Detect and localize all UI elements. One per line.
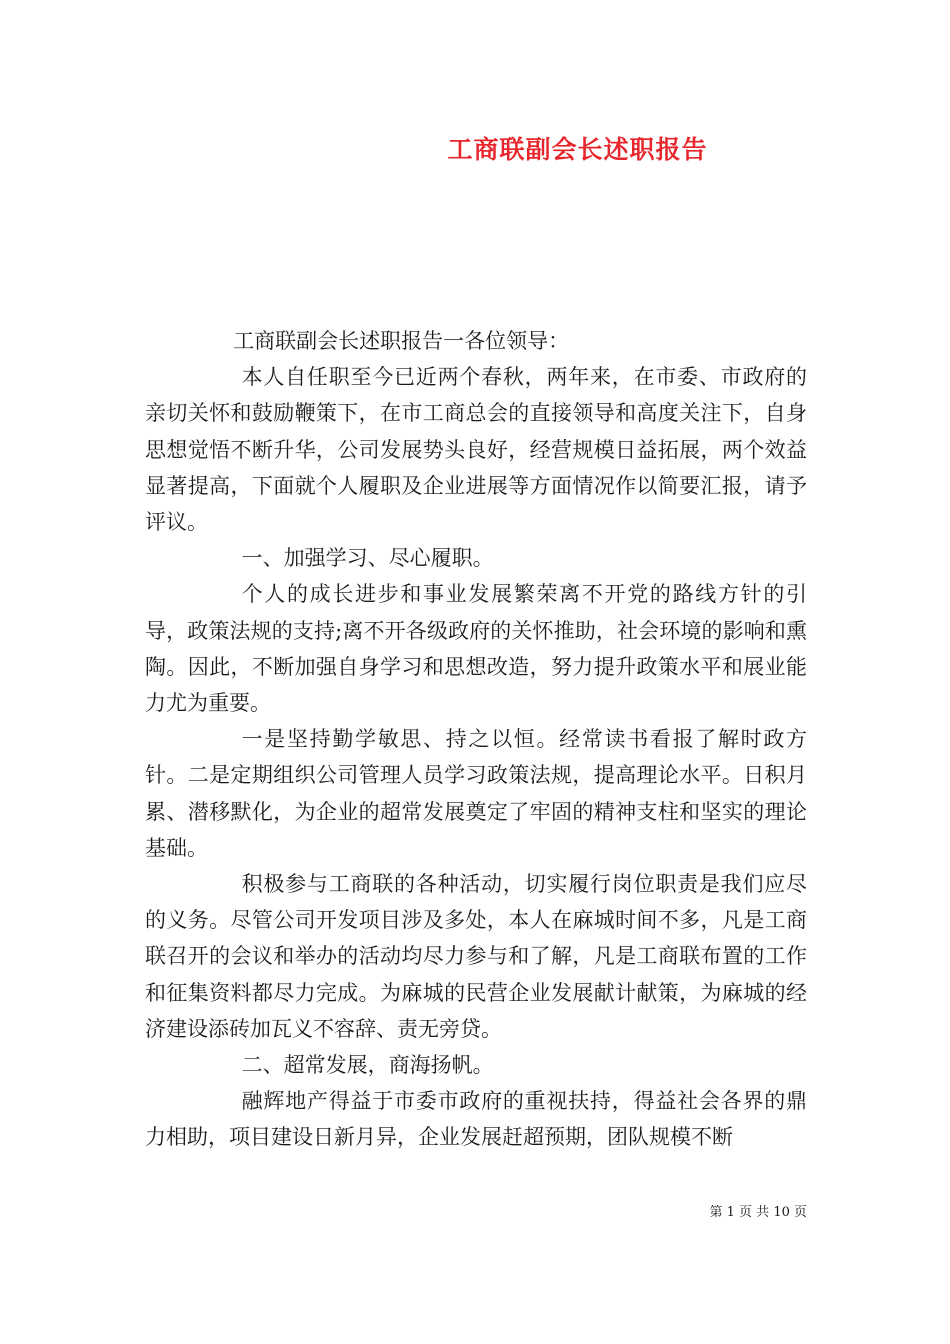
paragraph-section-1-b: 一是坚持勤学敏思、持之以恒。经常读书看报了解时政方针。二是定期组织公司管理人员学习政策法规，提高理论水平。日积月累、潜移默化，为企业的超常发展奠定了牢固的精神支柱和坚实的理论基础。: [145, 727, 807, 860]
section-heading-1: 一、加强学习、尽心履职。: [241, 546, 494, 571]
paragraph-salutation: 工商联副会长述职报告一各位领导：: [233, 329, 570, 353]
page-number: 第 1 页 共 10 页: [709, 1205, 807, 1220]
section-heading-2: 二、超常发展，商海扬帆。: [241, 1053, 494, 1078]
document-title: 工商联副会长述职报告: [447, 135, 708, 164]
paragraph-intro: 本人自任职至今已近两个春秋，两年来，在市委、市政府的亲切关怀和鼓励鞭策下，在市工商总会的直接领导和高度关注下，自身思想觉悟不断升华，公司发展势头良好，经营规模日益拓展，两个效益显著提高，下面就个人履职及企业进展等方面情况作以简要汇报，请予评议。: [145, 365, 807, 535]
paragraph-section-1-c: 积极参与工商联的各种活动，切实履行岗位职责是我们应尽的义务。尽管公司开发项目涉及多处，本人在麻城时间不多，凡是工商联召开的会议和举办的活动均尽力参与和了解，凡是工商联布置的工作和征集资料都尽力完成。为麻城的民营企业发展献计献策，为麻城的经济建设添砖加瓦义不容辞、责无旁贷。: [145, 872, 807, 1041]
document-body: [145, 323, 807, 1156]
paragraph-section-1-a: 个人的成长进步和事业发展繁荣离不开党的路线方针的引导，政策法规的支持;离不开各级政府的关怀推助，社会环境的影响和熏陶。因此，不断加强自身学习和思想改造，努力提升政策水平和展业能力尤为重要。: [145, 582, 807, 716]
paragraph-section-2-a: 融辉地产得益于市委市政府的重视扶持，得益社会各界的鼎力相助，项目建设日新月异，企业发展赶超预期，团队规模不断: [145, 1089, 807, 1150]
